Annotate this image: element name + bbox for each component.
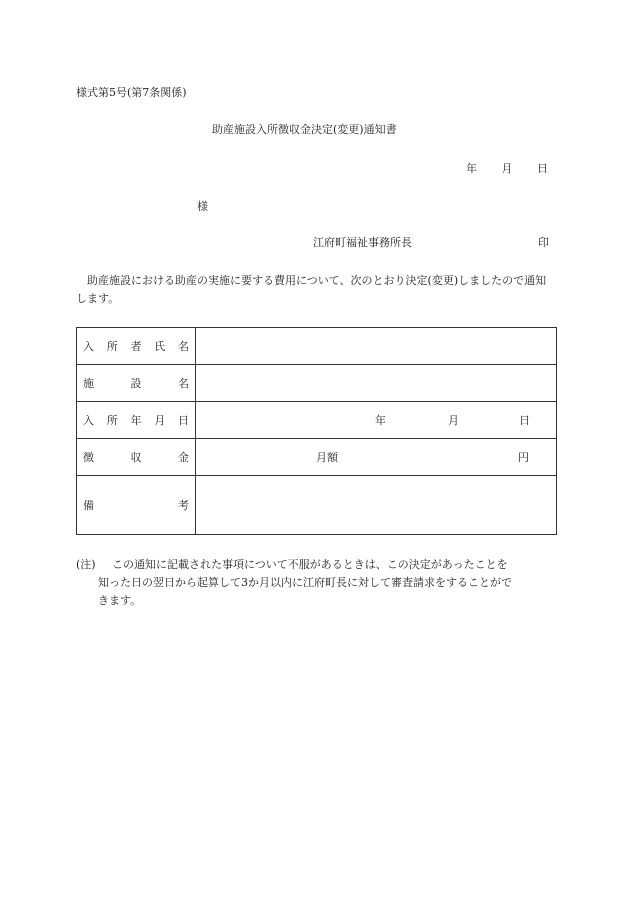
date-month-label: 月 [501,162,513,175]
monthly-amount-label: 月額 [316,451,338,464]
note-line: きます。 [98,594,142,607]
notice-details-table [76,327,557,535]
label-char: 日 [178,414,189,427]
admission-day-label: 日 [519,414,530,427]
label-char: 収 [130,451,142,464]
resident-name-field[interactable] [196,328,557,365]
label-char: 年 [130,414,142,427]
admission-year-label: 年 [375,414,386,427]
date-day-label: 日 [537,162,548,175]
recipient-honorific: 様 [197,200,208,213]
note-block [76,556,556,610]
fee-field[interactable] [196,439,557,476]
admission-month-label: 月 [448,414,459,427]
label-char: 施 [83,377,94,390]
label-char: 名 [178,340,189,353]
table-row-fee [77,439,557,476]
table-row-admission-date [77,402,557,439]
label-char: 者 [130,340,142,353]
label-char: 備 [83,499,94,512]
label-char: 考 [178,499,189,512]
table-row-remarks [77,476,557,535]
table-row-facility-name [77,365,557,402]
note-line: この通知に記載された事項について不服があるときは、この決定があったことを [112,558,508,571]
remarks-field[interactable] [196,476,557,535]
label-cell [77,365,196,402]
form-number-label: 様式第5号(第7条関係) [76,86,187,99]
date-year-label: 年 [466,162,477,175]
label-char: 金 [178,451,189,464]
facility-name-field[interactable] [196,365,557,402]
label-char: 氏 [154,340,166,353]
seal-mark: 印 [538,236,549,249]
label-char: 入 [83,340,94,353]
admission-date-field[interactable] [196,402,557,439]
label-char: 設 [130,377,142,390]
body-paragraph: 助産施設における助産の実施に要する費用について、次のとおり決定(変更)しましたので通知します。 [76,274,547,305]
issue-date-line [466,162,548,176]
label-char: 月 [154,414,166,427]
label-cell [77,328,196,365]
note-heading: (注) [76,558,96,571]
label-cell [77,439,196,476]
table-row-resident-name [77,328,557,365]
label-char: 徴 [83,451,94,464]
label-char: 名 [178,377,189,390]
label-char: 入 [83,414,94,427]
label-cell [77,476,196,535]
label-char: 所 [106,340,118,353]
label-char: 所 [106,414,118,427]
issuer-name: 江府町福祉事務所長 [313,236,412,249]
yen-unit-label: 円 [518,451,529,464]
note-line: 知った日の翌日から起算して3か月以内に江府町長に対して審査請求をすることがで [98,576,512,589]
label-cell [77,402,196,439]
document-title: 助産施設入所徴収金決定(変更)通知書 [212,123,397,136]
